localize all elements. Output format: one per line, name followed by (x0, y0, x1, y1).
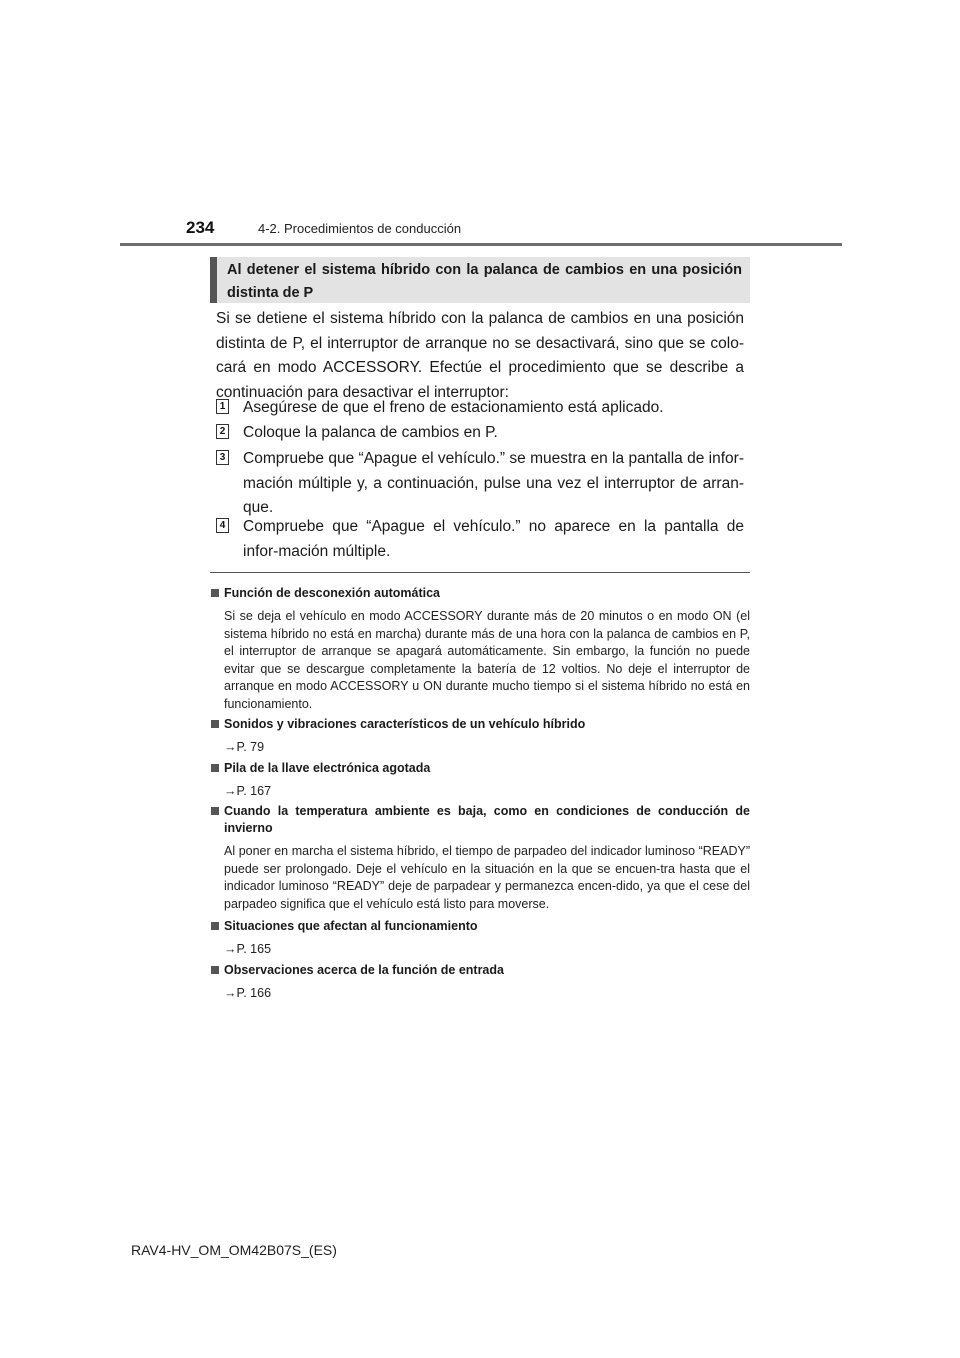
note-heading-text: Pila de la llave electrónica agotada (224, 761, 431, 775)
procedure-title-box: Al detener el sistema híbrido con la palanca de cambios en una posición distinta de P (210, 257, 750, 303)
square-bullet-icon (211, 922, 219, 930)
note-heading (210, 716, 750, 733)
page-reference-link[interactable]: →P. 165 (224, 942, 272, 956)
intro-paragraph: Si se detiene el sistema híbrido con la palanca de cambios en una posición distinta de P, el interruptor de arranque no se desactivará, sino que se colo-cará en modo ACCESSORY. Efectúe el procedimiento que se describe a continuación para desactivar el interruptor: (216, 310, 744, 401)
step-text: Compruebe que “Apague el vehículo.” no aparece en la pantalla de infor-mación múltiple. (243, 518, 744, 560)
page-number: 234 (186, 218, 215, 237)
step-text: Asegúrese de que el freno de estacionamiento está aplicado. (243, 399, 664, 416)
step-number-badge: 1 (216, 399, 229, 414)
note-heading (210, 803, 750, 837)
step-text: Compruebe que “Apague el vehículo.” se muestra en la pantalla de infor-mación múltiple y, a continuación, pulse una vez el interruptor de arran-que. (243, 450, 744, 516)
page-reference-link[interactable]: →P. 167 (224, 784, 272, 798)
note-heading-text: Observaciones acerca de la función de entrada (224, 963, 504, 977)
note-heading (210, 585, 750, 602)
note-heading (210, 918, 750, 935)
note-body: Al poner en marcha el sistema híbrido, el tiempo de parpadeo del indicador luminoso “READY” puede ser prolongado. Deje el vehículo en la situación en la que se encuen-tra hasta que el indicador luminoso “READY” deje de parpadear y permanezca encen-dido, ya que el cese del parpadeo significa que el vehículo está listo para moverse. (224, 844, 750, 911)
square-bullet-icon (211, 764, 219, 772)
square-bullet-icon (211, 966, 219, 974)
step-number-badge: 2 (216, 424, 229, 439)
note-heading (210, 760, 750, 777)
note-operation-conditions (210, 918, 750, 958)
page-reference-link[interactable]: →P. 166 (224, 986, 272, 1000)
square-bullet-icon (211, 807, 219, 815)
note-key-battery (210, 760, 750, 800)
page-reference-link[interactable]: →P. 79 (224, 740, 265, 754)
note-body: Si se deja el vehículo en modo ACCESSORY durante más de 20 minutos o en modo ON (el sistema híbrido no está en marcha) durante más de una hora con la palanca de cambios en P, el interruptor de arranque se apagará automáticamente. Sin embargo, la función no puede evitar que se descargue completamente la batería de 12 voltios. No deje el interruptor de arranque en modo ACCESSORY u ON durante mucho tiempo si el sistema híbrido no está en funcionamiento. (224, 609, 750, 711)
note-auto-off (210, 585, 750, 713)
note-heading-text: Sonidos y vibraciones característicos de un vehículo híbrido (224, 717, 586, 731)
square-bullet-icon (211, 589, 219, 597)
note-cold-weather (210, 803, 750, 913)
note-heading (210, 962, 750, 979)
note-heading-text: Situaciones que afectan al funcionamiento (224, 919, 478, 933)
step-number-badge: 3 (216, 450, 229, 465)
note-heading-text: Cuando la temperatura ambiente es baja, como en condiciones de conducción de invierno (224, 804, 750, 835)
header-divider (120, 243, 842, 246)
section-title: 4-2. Procedimientos de conducción (258, 221, 462, 236)
notes-divider (210, 572, 750, 573)
document-code-footer: RAV4-HV_OM_OM42B07S_(ES) (131, 1242, 337, 1258)
step-number-badge: 4 (216, 518, 229, 533)
note-entry-function (210, 962, 750, 1002)
square-bullet-icon (211, 720, 219, 728)
note-heading-text: Función de desconexión automática (224, 586, 441, 600)
step-text: Coloque la palanca de cambios en P. (243, 424, 498, 441)
note-hybrid-sounds (210, 716, 750, 756)
